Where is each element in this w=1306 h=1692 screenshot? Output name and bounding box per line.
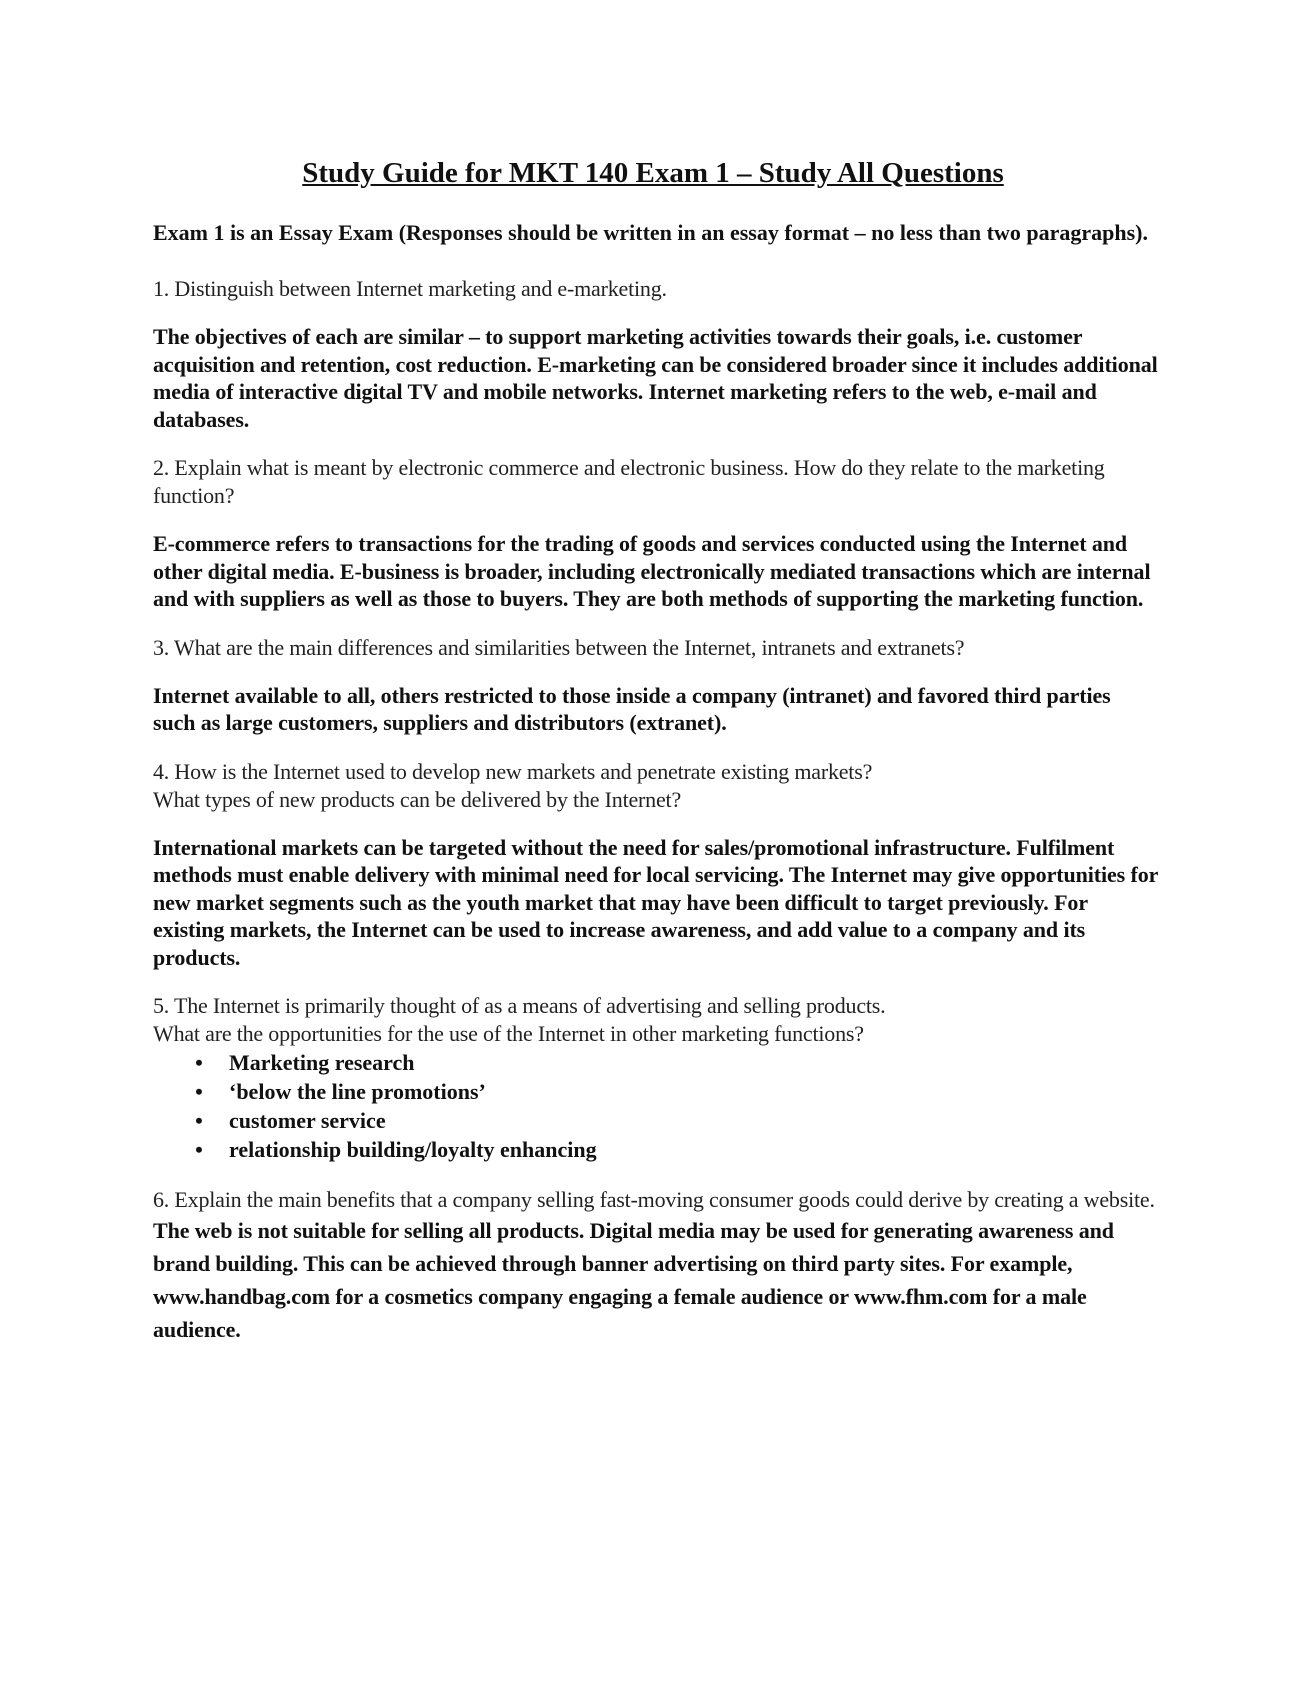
question-block-4 bbox=[153, 758, 1158, 972]
bullet-icon: • bbox=[195, 1050, 203, 1075]
question-4-line-2: What types of new products can be delivered by the Internet? bbox=[153, 786, 682, 812]
list-item-text: Marketing research bbox=[229, 1050, 415, 1075]
list-item bbox=[153, 1048, 1158, 1077]
answer-2: E-commerce refers to transactions for the trading of goods and services conducted using the Internet and other digital media. E-business is broader, including electronically mediated transactions which are internal and with suppliers as well as those to buyers. They are both methods of supporting the marketing function. bbox=[153, 531, 1151, 611]
exam-intro: Exam 1 is an Essay Exam (Responses should be written in an essay format – no less than two paragraphs). bbox=[153, 220, 1148, 245]
bullet-icon: • bbox=[195, 1079, 203, 1104]
question-3: 3. What are the main differences and similarities between the Internet, intranets and extranets? bbox=[153, 634, 965, 660]
bullet-icon: • bbox=[195, 1108, 203, 1133]
answer-5-bullet-list bbox=[153, 1048, 1158, 1164]
question-5-line-1: 5. The Internet is primarily thought of as a means of advertising and selling products. bbox=[153, 993, 886, 1018]
list-item-text: relationship building/loyalty enhancing bbox=[229, 1137, 597, 1162]
question-2: 2. Explain what is meant by electronic commerce and electronic business. How do they relate to the marketing function? bbox=[153, 455, 1105, 508]
question-block-2 bbox=[153, 454, 1158, 613]
question-6: 6. Explain the main benefits that a company selling fast-moving consumer goods could derive by creating a website. bbox=[153, 1187, 1155, 1212]
answer-4: International markets can be targeted without the need for sales/promotional infrastructure. Fulfilment methods must enable delivery with minimal need for local servicing. The Internet may give opportunities for new market segments such as the youth market that may have been difficult to target previously. For existing markets, the Internet can be used to increase awareness, and add value to a company and its products. bbox=[153, 834, 1158, 970]
question-4-line-1: 4. How is the Internet used to develop new markets and penetrate existing markets? bbox=[153, 758, 873, 784]
page-title: Study Guide for MKT 140 Exam 1 – Study All Questions bbox=[302, 157, 1004, 189]
list-item bbox=[153, 1106, 1158, 1135]
question-1: 1. Distinguish between Internet marketing and e-marketing. bbox=[153, 276, 667, 301]
question-5 bbox=[153, 992, 1158, 1048]
question-4 bbox=[153, 758, 1158, 814]
question-block-3 bbox=[153, 634, 1158, 737]
question-5-line-2: What are the opportunities for the use of the Internet in other marketing functions? bbox=[153, 1021, 864, 1046]
list-item-text: ‘below the line promotions’ bbox=[229, 1079, 486, 1104]
list-item bbox=[153, 1135, 1158, 1164]
question-block-5 bbox=[153, 992, 1158, 1164]
question-block-6 bbox=[153, 1186, 1158, 1346]
answer-1: The objectives of each are similar – to support marketing activities towards their goals, i.e. customer acquisition and retention, cost reduction. E-marketing can be considered broader since it includes additional media of interactive digital TV and mobile networks. Internet marketing refers to the web, e-mail and databases. bbox=[153, 324, 1158, 432]
list-item bbox=[153, 1077, 1158, 1106]
question-block-1 bbox=[153, 275, 1158, 433]
document-body bbox=[153, 219, 1158, 1367]
list-item-text: customer service bbox=[229, 1108, 386, 1133]
answer-6: The web is not suitable for selling all products. Digital media may be used for generating awareness and brand building. This can be achieved through banner advertising on third party sites. For example, www.handbag.com for a cosmetics company engaging a female audience or www.fhm.com for a male audience. bbox=[153, 1218, 1114, 1342]
bullet-icon: • bbox=[195, 1137, 203, 1162]
answer-3: Internet available to all, others restricted to those inside a company (intranet) and favored third parties such as large customers, suppliers and distributors (extranet). bbox=[153, 682, 1111, 735]
